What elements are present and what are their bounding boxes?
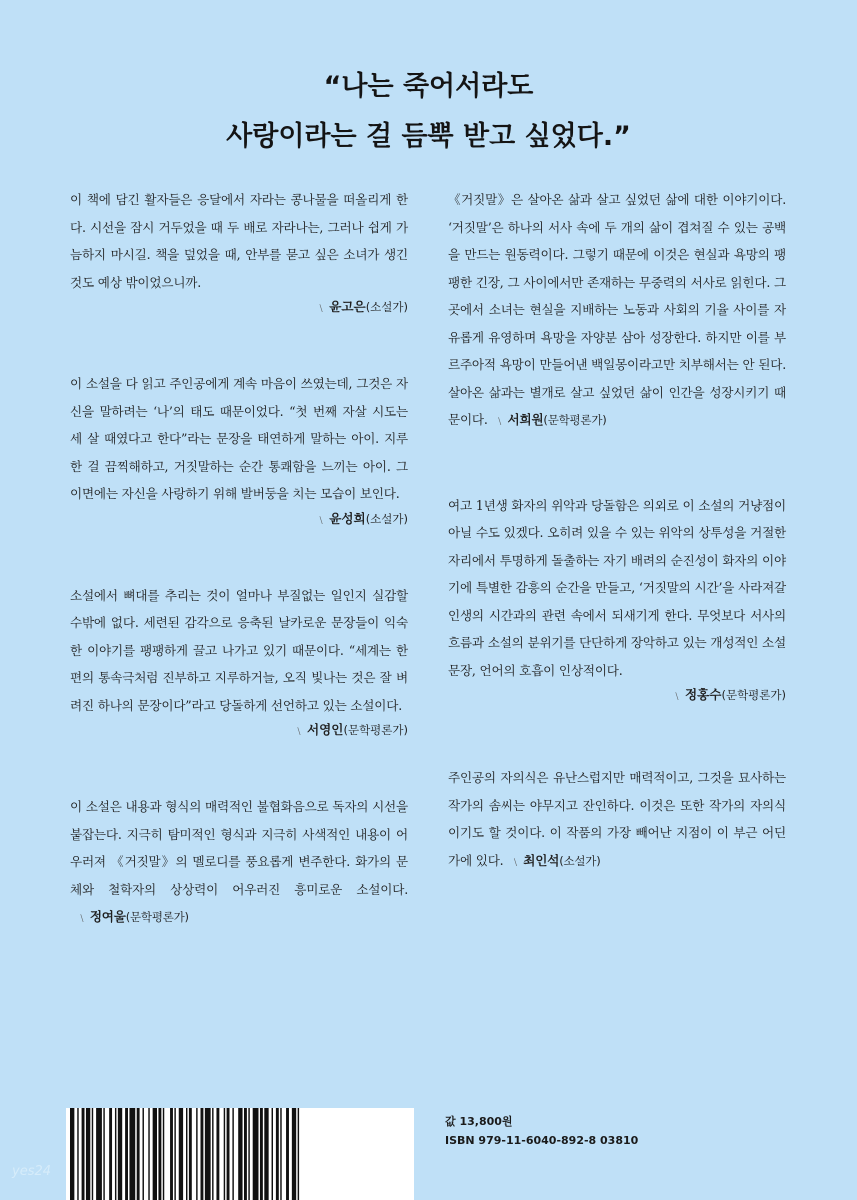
review-yoon-seonghee <box>70 370 408 530</box>
isbn-number: ISBN 979-11-6040-892-8 03810 <box>445 1134 639 1147</box>
barcode-bar <box>92 1108 93 1200</box>
review-text: 소설에서 뼈대를 추리는 것이 얼마나 부질없는 일인지 실감할 수밖에 없다. 세련된 감각으로 응축된 날카로운 문장들이 익숙한 이야기를 팽팽하게 끌고 나가고 있기 때문이다. “세계는 한 편의 통속극처럼 진부하고 지루하거늘, 오직 빛나는 것은 잘 벼려진 하나의 문장이다”라고 당돌하게 선언하고 있는 소설이다. <box>70 587 408 713</box>
review-signature: ﹨ 윤성희(소설가) <box>315 510 408 526</box>
barcode-bar <box>115 1108 116 1200</box>
barcode-bar <box>118 1108 122 1200</box>
barcode-bar <box>272 1108 273 1200</box>
review-text: 여고 1년생 화자의 위악과 당돌함은 의외로 이 소설의 거냥점이 아닐 수도 있겠다. 오히려 있을 수 있는 위악의 상투성을 거절한 자리에서 투명하게 돌출하는 자기 배려의 순진성이 화자의 이야기에 특별한 감흥의 순간을 만들고, ‘거짓말의 시간’을 사라져갈 인생의 시간과의 관련 속에서 되새기게 한다. 무엇보다 서사의 흐름과 소설의 분위기를 단단하게 장악하고 있는 개성적인 소설 문장, 언어의 호흡이 인상적이다. <box>448 497 786 678</box>
review-jeong-hongsu <box>448 492 786 707</box>
left-review-column <box>70 186 408 931</box>
headline-line-1: “나는 죽어서라도 <box>323 71 534 102</box>
reviewer-name: 최인석 <box>523 852 560 868</box>
review-text: 이 소설을 다 읽고 주인공에게 계속 마음이 쓰였는데, 그것은 자신을 말하려는 ‘나’의 태도 때문이었다. “첫 번째 자살 시도는 세 살 때였다고 한다”라는 문장을 태연하게 말하는 아이. 지루한 걸 끔찍해하고, 거짓말하는 순간 통쾌함을 느끼는 아이. 그 이면에는 자신을 사랑하기 위해 발버둥을 치는 모습이 보인다. <box>70 376 408 501</box>
barcode-bar <box>70 1108 74 1200</box>
review-signature: ﹨ 윤고은(소설가) <box>315 299 408 314</box>
barcode-bar <box>280 1108 281 1200</box>
review-yoon-goeun <box>70 186 408 318</box>
reviewer-role: (문학평론가) <box>721 688 786 702</box>
reviewer-name: 서영인 <box>306 722 344 737</box>
barcode-bar <box>264 1108 268 1200</box>
review-choi-inseok <box>448 764 786 874</box>
review-text: 이 책에 담긴 활자들은 응달에서 자라는 콩나물을 떠올리게 한다. 시선을 잠시 거두었을 때 두 배로 자라나는, 그러나 쉽게 가늠하지 마시길. 책을 덮었을 때, 안부를 묻고 싶은 소녀가 생긴 것도 예상 밖이었으니까. <box>70 192 408 290</box>
reviewer-name: 정여울 <box>89 909 126 924</box>
price-label: 값 13,800원 <box>445 1115 513 1128</box>
reviewer-role: (문학평론가) <box>343 723 408 737</box>
right-review-column <box>448 186 786 874</box>
barcode-bar <box>286 1108 289 1200</box>
reviewer-name: 윤성희 <box>329 510 366 526</box>
barcode-bar <box>143 1108 144 1200</box>
barcode-bar <box>186 1108 187 1200</box>
barcode-bar <box>86 1108 90 1200</box>
barcode-bar <box>163 1108 164 1200</box>
review-signature: ﹨ 최인석(소설가) <box>509 852 601 868</box>
barcode-bar <box>260 1108 263 1200</box>
barcode-bar <box>201 1108 204 1200</box>
review-signature: ﹨ 정여울(문학평론가) <box>76 909 189 924</box>
barcode-bar <box>137 1108 140 1200</box>
review-text: 주인공의 자의식은 유난스럽지만 매력적이고, 그것을 묘사하는 작가의 솜씨는 야무지고 잔인하다. 이것은 또한 작가의 자의식이기도 할 것이다. 이 작품의 가장 빼어난 지점이 이 부근 어딘가에 있다. ﹨ 최인석(소설가) <box>448 770 786 868</box>
price-isbn-block <box>445 1112 638 1150</box>
review-text: 이 소설은 내용과 형식의 매력적인 불협화음으로 독자의 시선을 붙잡는다. 지극히 탐미적인 형식과 지극히 사색적인 내용이 어우러져 《거짓말》의 멜로디를 풍요롭게 변주한다. 화가의 문체와 철학자의 상상력이 어우러진 흥미로운 소설이다.﹨ 정여울(문학평론가) <box>70 799 408 924</box>
barcode-bar <box>129 1108 135 1200</box>
review-signature: ﹨ 서영인(문학평론가) <box>292 722 408 737</box>
barcode-bar <box>196 1108 197 1200</box>
review-text: 《거짓말》은 살아온 삶과 살고 싶었던 삶에 대한 이야기이다. ‘거짓말’은 하나의 서사 속에 두 개의 삶이 겹쳐질 수 있는 공백을 만드는 원동력이다. 그렇기 때문에 이것은 현실과 욕망의 팽팽한 긴장, 그 사이에서만 존재하는 무중력의 서사로 읽힌다. 그곳에서 소녀는 현실을 지배하는 노동과 사회의 기율 사이를 자유롭게 유영하며 욕망을 자양분 삼아 성장한다. 하지만 이를 부르주아적 욕망이 만들어낸 백일몽이라고만 치부해서는 안 된다. 살아온 삶과는 별개로 살고 싶었던 삶이 인간을 성장시키기 때문이다. ﹨ 서희원(문학평론가) <box>448 192 786 427</box>
barcode-bar <box>77 1108 78 1200</box>
reviewer-role: (소설가) <box>365 300 408 314</box>
review-seo-heewon <box>448 186 786 434</box>
reviewer-role: (문학평론가) <box>125 910 189 924</box>
reviewer-name: 정홍수 <box>684 687 722 702</box>
reviewer-name: 서희원 <box>507 412 544 427</box>
isbn-barcode <box>66 1108 414 1200</box>
barcode-bar <box>174 1108 175 1200</box>
barcode-bar <box>205 1108 211 1200</box>
review-jeong-yeoul <box>70 793 408 931</box>
barcode-bar <box>224 1108 225 1200</box>
review-signature: ﹨ 서희원(문학평론가) <box>493 412 607 427</box>
barcode-bar <box>298 1108 299 1200</box>
barcode-bar <box>238 1108 242 1200</box>
barcode-bar <box>170 1108 173 1200</box>
headline-quote <box>0 62 857 162</box>
barcode-bar <box>253 1108 259 1200</box>
headline-line-2: 사랑이라는 걸 듬뿍 받고 싶었다.” <box>226 121 631 152</box>
barcode-bar <box>96 1108 102 1200</box>
barcode-bar <box>227 1108 230 1200</box>
barcode-bar <box>276 1108 279 1200</box>
review-seo-youngin <box>70 582 408 742</box>
reviewer-role: (문학평론가) <box>543 413 607 427</box>
barcode-bar <box>103 1108 104 1200</box>
reviewer-role: (소설가) <box>559 853 601 868</box>
barcode-bar <box>148 1108 149 1200</box>
barcode-bar <box>189 1108 192 1200</box>
barcode-bar <box>109 1108 112 1200</box>
watermark-logo: yes24 <box>12 1164 52 1179</box>
reviewer-name: 윤고은 <box>329 299 366 314</box>
barcode-bar <box>153 1108 157 1200</box>
barcode-bar <box>244 1108 247 1200</box>
reviewer-role: (소설가) <box>365 511 408 526</box>
barcode-bar <box>212 1108 213 1200</box>
barcode-bar <box>125 1108 128 1200</box>
barcode-bar <box>248 1108 249 1200</box>
barcode-bar <box>216 1108 219 1200</box>
review-signature: ﹨ 정홍수(문학평론가) <box>670 687 786 702</box>
barcode-bar <box>158 1108 161 1200</box>
barcode-bar <box>232 1108 233 1200</box>
barcode-bar <box>179 1108 183 1200</box>
barcode-bar <box>292 1108 296 1200</box>
barcode-bar <box>82 1108 85 1200</box>
